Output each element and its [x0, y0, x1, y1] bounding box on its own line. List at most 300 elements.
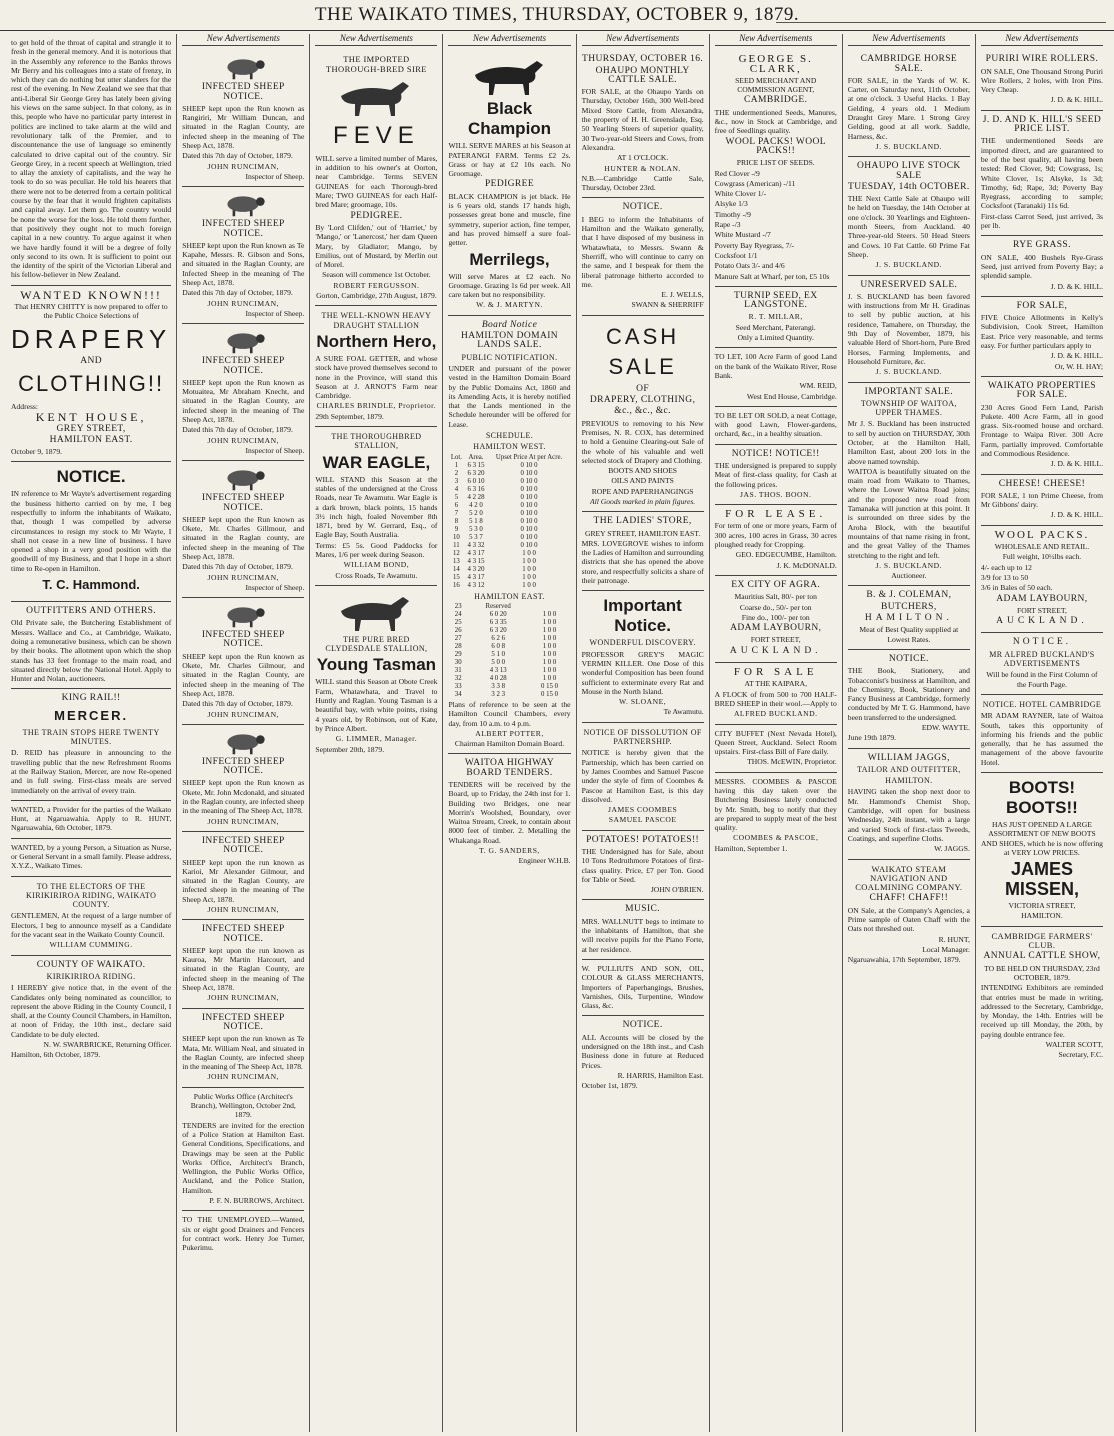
ad-text: NOTICE is hereby given that the Partnership, which has been carried on by James Coombes and Samuel Pascoe under the style of firm of Coombes & Pascoe at Hamilton East, is this day dissolved. — [581, 748, 704, 804]
ad-text: WILL STAND this Season at the stables of the undersigned at the Cross Roads, near Te Awamutu. War Eagle is a dark brown, black points, 15 hands 3½ inch high, foaled November 8th 1871, bred by W. Gerrard, Esq., of Eagle Bay, South Australia. — [315, 474, 438, 540]
table-cell: 4 2 0 — [469, 501, 483, 509]
ad-heading: INFECTED SHEEP NOTICE. — [201, 82, 285, 102]
masthead — [0, 0, 1114, 31]
ad-pulliuts — [582, 960, 704, 1016]
ad-signature: THOS. McEWIN, Proprietor. — [747, 757, 837, 767]
ad-city-buffet — [715, 725, 837, 773]
column-heading: New Advertisements — [448, 34, 570, 46]
ad-wanted-known — [11, 286, 171, 463]
ad-signature: W. SLOANE, — [619, 697, 667, 707]
ad-signature: J. D. & K. HILL. — [1050, 459, 1103, 469]
table-cell: 7 — [454, 509, 459, 517]
lands-table-west — [448, 454, 570, 590]
ad-signature: J. S. BUCKLAND. — [875, 367, 943, 377]
list-item: Potato Oats 3/- and 4/6 — [714, 261, 785, 271]
ad-text: ALL Accounts will be closed by the undersigned on the 18th inst., and Cash Business done in future at Reduced Prices. — [581, 1032, 704, 1070]
ad-title: CASH SALE — [606, 323, 680, 379]
ad-signature: R. HARRIS, Hamilton East. — [617, 1070, 704, 1080]
ad-signature: J. D. & K. HILL. — [1050, 510, 1103, 520]
sheep-illustration-icon — [216, 329, 270, 355]
ad-hill-seeds — [981, 111, 1103, 237]
horse-illustration-icon — [331, 591, 421, 633]
ad-heading: CHEESE! CHEESE! — [998, 478, 1086, 489]
ad-date: June 19th 1879. — [847, 733, 897, 743]
ad-electors — [11, 877, 171, 956]
ad-signature: T. C. Hammond. — [42, 577, 140, 593]
table-row — [448, 478, 570, 486]
ad-text: Plans of reference to be seen at the Hamilton Council Chambers, every day, from 10 a.m. to 4 p.m. — [448, 699, 571, 728]
ad-heading: DRAPERY, CLOTHING, — [589, 395, 696, 406]
ad-text: UNDER and pursuant of the power vested in the Hamilton Domain Board by the Public Domains Act, 1860 and its Amending Acts, it is hereby notified that the Lands mentioned in the Schedule hereunder will be offered for Lease. — [448, 363, 571, 429]
list-item: Rape -/3 — [714, 220, 741, 230]
ad-signature-title: Secretary, F.C. — [1058, 1050, 1103, 1060]
sheep-illustration-icon — [216, 55, 270, 81]
ad-heading: NOTICE. — [622, 202, 663, 213]
column-heading: New Advertisements — [582, 34, 704, 46]
ad-waitoa-highway — [448, 754, 570, 870]
list-item: Alsyke 1/3 — [714, 199, 748, 209]
ad-signature-2: Or, W. H. HAY; — [1054, 361, 1103, 371]
table-cell: 4 3 17 — [467, 573, 485, 581]
table-cell: 6 2 6 — [491, 634, 505, 642]
ad-text: I BEG to inform the Inhabitants of Hamilton and the Waikato generally, that I have disposed of my business in Whatawhata, to Messrs. Swann & Sherriff, who will continue to carry on the same, and I bespeak for them the liberal patronage hitherto accorded to me. — [581, 214, 704, 289]
ad-of: OF — [636, 383, 650, 394]
ad-board-notice: Board Notice — [481, 319, 538, 330]
list-item: Red Clover -/9 — [714, 168, 760, 178]
ad-potatoes — [582, 831, 704, 901]
ad-signature: WM. REID, — [799, 381, 837, 391]
table-row — [448, 627, 570, 635]
ad-notice-hammond — [11, 462, 171, 602]
ad-text: SHEEP kept upon the run known as Kauroa, Mr Martin Harcourt, and situated in the Raglan County, are infected sheep in the meaning of The Sheep Act, 1878. — [182, 945, 305, 993]
ad-etc: &c., &c., &c. — [614, 406, 671, 417]
ad-signature: JAMES COOMBES — [608, 805, 678, 815]
ad-text: THE undersigned is prepared to supply Meat of first-class quality, for Cash at the following prices. — [714, 460, 837, 489]
ad-young-tasman — [315, 586, 437, 759]
table-cell: 6 3 16 — [467, 485, 485, 493]
ad-date-heading: THURSDAY, OCTOBER 16. — [582, 54, 704, 65]
ad-title: WAR EAGLE, — [322, 452, 431, 472]
ad-signature: J. D. & K. HILL. — [1050, 351, 1103, 361]
ad-text: TO BE LET OR SOLD, a neat Cottage, with good Lawn, Flower-gardens, orchard, &c., in a healthy situation. — [714, 410, 837, 439]
list-item: White Mustard -/7 — [714, 230, 771, 240]
ad-heading: WILLIAM JAGGS, — [867, 752, 950, 763]
ad-text: BLACK CHAMPION is jet black. He is 6 years old, stands 17 hands high, possesses great bone and muscle, fine symmetry, superior action, fine temper, and has proved himself a sure foal-getter. — [448, 191, 571, 248]
ad-subheading: WHOLESALE AND RETAIL. — [994, 542, 1090, 552]
ad-text: INTENDING Exhibitors are reminded that entries must be made in writing, addressed to the Secretary, Cambridge, by Monday, the 14th. Entries will be received up till Monday, the 20th, by paying double entrance fee. — [980, 983, 1103, 1039]
table-cell: 5 1 8 — [469, 517, 483, 525]
ad-kaipara-sheep — [715, 663, 837, 724]
table-cell: 3 2 3 — [491, 690, 505, 698]
ad-text: SHEEP kept upon the run known as Karioi, Mr Alexander Gilmour, and situated in the Raglan County, are infected sheep in the meaning of The Sheep Act, 1878. — [182, 857, 305, 904]
ad-heading: WANTED KNOWN!!! — [20, 287, 162, 302]
ad-heading: TO THE ELECTORS OF THE KIRIKIRIROA RIDING, WAIKATO COUNTY. — [25, 881, 157, 910]
table-cell: 4 3 17 — [467, 549, 485, 557]
table-cell: 0 10 0 — [520, 485, 538, 493]
ad-heading: NOTICE. — [622, 1020, 663, 1031]
table-row — [448, 534, 570, 542]
ad-text: WANTED, a Provider for the parties of the Waikato Hunt, at Ngaruawahia. Apply to R. HUNT, Ngaruawahia, 6th October, 1879. — [11, 804, 172, 833]
ad-date: Gorton, Cambridge, 27th August, 1879. — [316, 291, 437, 301]
ad-grey-street: GREY STREET, — [56, 423, 126, 434]
ad-signature-title: Seed Merchant, Paterangi. — [735, 322, 816, 332]
ad-signature: JOHN RUNCIMAN, — [207, 161, 280, 171]
ad-date: Hamilton, 6th October, 1879. — [11, 1050, 101, 1060]
ad-signature: HUNTER & NOLAN. — [604, 163, 681, 173]
ad-heading: FOR LEASE. — [725, 508, 827, 521]
table-cell: 5 0 0 — [491, 658, 505, 666]
ad-text: TO LET, 100 Acre Farm of good Land on the bank of the Waikato River, Rose Bank. — [714, 352, 837, 380]
ad-date: Dated this 7th day of October, 1879. — [182, 562, 293, 572]
ad-hotel-cambridge — [981, 695, 1103, 773]
ad-signature: WALTER SCOTT, — [1045, 1040, 1103, 1050]
ad-missen: JAMES MISSEN, — [1004, 859, 1079, 900]
sheep-illustration-icon — [216, 603, 270, 629]
table-row — [448, 619, 570, 627]
ad-subheading: Public Works Office (Architect's Branch), Wellington, October 2nd, 1879. — [190, 1091, 296, 1120]
column-heading: New Advertisements — [315, 34, 437, 46]
ad-subheading: PUBLIC NOTIFICATION. — [461, 352, 558, 362]
table-cell: 6 3 20 — [467, 469, 485, 477]
column-heading: New Advertisements — [715, 34, 837, 46]
ad-signature: JOHN RUNCIMAN, — [207, 435, 280, 445]
ad-heading: THE IMPORTED THOROUGH-BRED SIRE — [325, 54, 427, 74]
ad-text: PREVIOUS to removing to his New Premises, N. R. COX, has determined to hold a Genuine Clearing-out Sale of the whole of his valuable and well selected stock of Drapery and Clothing. — [581, 418, 704, 465]
ad-text: WILL serve a limited number of Mares, in addition to his owner's at Oorton, near Cambridge. Terms SEVEN GUINEAS for each Thorough-bred Mare; TWO GUINEAS for each Half-bred Mare; groomage, 10s. — [315, 153, 438, 210]
ad-heading: OUTFITTERS AND OTHERS. — [26, 606, 157, 617]
ad-steam-navigation — [848, 860, 970, 970]
ad-black-champion — [448, 50, 570, 315]
column-1 — [6, 34, 176, 1432]
ad-signature: ADAM LAYBOURN, — [730, 623, 822, 634]
table-cell: 1 — [454, 461, 459, 469]
ad-sheep-notice-2 — [182, 187, 304, 324]
table-cell: 24 — [454, 610, 462, 618]
ad-heading: PURIRI WIRE ROLLERS. — [985, 54, 1099, 65]
ad-heading: COUNTY OF WAIKATO. — [36, 959, 146, 970]
ad-signature-title: Engineer W.H.B. — [518, 856, 571, 866]
table-row — [448, 667, 570, 675]
ad-signature: G. LIMMER, Manager. — [335, 734, 418, 744]
ad-heading: EX CITY OF AGRA. — [731, 579, 821, 590]
ad-text: WILL stand this Season at Obote Creek Farm, Whatawhata, and Travel to Huntly and Raglan. Young Tasman is a beautiful bay, with white points, rising 4 years old, by Robinson, out of Kate, by Prince Albert. — [315, 677, 438, 733]
ad-text: Terms: £5 5s. Good Paddocks for Mares, 1/6 per week during Season. — [315, 540, 438, 559]
ad-signature: WILLIAM CUMMING. — [49, 940, 133, 950]
ad-date: Dated this 7th day of October, 1879. — [182, 699, 293, 709]
table-cell: 0 10 0 — [520, 525, 538, 533]
ad-text: A SURE FOAL GETTER, and whose stock have proved themselves second to none in the Province, will stand this Season at J. ARNOT'S Farm near Cambridge. — [315, 353, 438, 401]
ad-date: September 20th, 1879. — [315, 744, 385, 754]
table-cell: 6 0 8 — [491, 642, 505, 650]
ad-title: Black Champion — [467, 99, 552, 139]
ad-text: ON SALE, One Thousand Strong Puriri Wire Rollers, 2 holes, with Iron Pins. Very Cheap. — [980, 66, 1103, 95]
ad-text: THE undermentioned Seeds, Manures, &c., now in Stock at Cambridge, and free of Seedlings quality. — [714, 107, 837, 136]
table-header: Lot. — [450, 453, 462, 461]
ad-signature-title: Inspector of Sheep. — [245, 582, 305, 592]
ad-place: HAMILTON. — [885, 776, 933, 786]
table-cell: 5 3 0 — [469, 525, 483, 533]
sheep-illustration-icon — [216, 466, 270, 492]
ad-signature-title: Chairman Hamilton Domain Board. — [454, 739, 565, 749]
ad-signature: R. T. MILLAR, — [748, 312, 803, 322]
table-cell: 5 1 0 — [491, 650, 505, 658]
ad-heading: NOTICE OF DISSOLUTION OF PARTNERSHIP. — [583, 727, 702, 747]
ad-signature: E. J. WELLS, — [661, 290, 704, 300]
ad-heading: CAMBRIDGE FARMERS' CLUB. — [991, 930, 1093, 951]
ad-signature-2: SWANN & SHERRIFF — [631, 300, 704, 310]
ad-cash-sale — [582, 316, 704, 513]
table-cell: 0 10 0 — [520, 533, 538, 541]
ad-city-of-agra — [715, 576, 837, 663]
ad-wayte-notice — [848, 650, 970, 749]
ad-wanted-provider — [11, 801, 171, 839]
table-cell: 4 — [454, 485, 459, 493]
horse-illustration-icon — [331, 76, 421, 118]
ad-heading: OHAUPO LIVE STOCK SALE — [856, 161, 961, 181]
ad-waitoa-township — [848, 383, 970, 587]
ad-title: GEORGE S. CLARK, — [738, 53, 813, 75]
ad-signature: N. W. SWARBRICKE, Returning Officer. — [43, 1040, 172, 1050]
table-row — [448, 494, 570, 502]
ad-wool-packs — [981, 526, 1103, 634]
ad-signature: JOHN RUNCIMAN, — [207, 298, 280, 308]
ad-schedule: SCHEDULE. — [485, 431, 534, 441]
table-cell: 30 — [454, 658, 462, 666]
ad-note: Full weight, 10½lbs each. — [1002, 552, 1082, 562]
ad-hamilton-west: HAMILTON WEST. — [473, 442, 546, 452]
ad-text: GENTLEMEN, At the request of a large number of Electors, I beg to announce myself as a Candidate for the vacant seat in the Waikato County Council. — [11, 911, 172, 940]
table-cell: 0 10 0 — [520, 501, 538, 509]
ad-text: HAS JUST OPENED A LARGE ASSORTMENT OF NEW BOOTS AND SHOES, which he is now offering at VERY LOW PRICES. — [980, 820, 1103, 857]
table-cell: 6 0 20 — [489, 610, 507, 618]
ad-text: IN reference to Mr Wayte's advertisement regarding the business hitherto carried on by me, I beg respectfully to inform the inhabitants of Waikato, that, though I was compelled by adverse circumstances to resign my stock to Mr Wayte, I shall not cease in a new line of business. I have opened a shop in a very good position with the goodwill of my Business, and that I hope in a short time to Re-open in Hamilton. — [11, 489, 172, 573]
table-row — [448, 675, 570, 683]
ad-date: Hamilton, September 1. — [714, 843, 788, 853]
ad-heading: FOR SALE — [733, 666, 818, 679]
ad-sheep-notice-5 — [182, 598, 304, 725]
ad-text: SHEEP kept upon the Run known as Okete, Mr. John Mcdonald, and situated in the Raglan county, are infected sheep in the meaning of The Sheep Act, 1878. — [182, 778, 305, 816]
ad-coleman-butchers — [848, 586, 970, 649]
table-row — [448, 502, 570, 510]
ad-text: FOR SALE, at the Ohaupo Yards on Thursday, October 16th, 300 Well-bred Mixed Store Cattle, from Alexandra, the property of H. H. Greenslade, Esq. 50 Yearling Steers of superior quality, 30 Two-year-old Steers and Cows, from Alexandra. — [581, 87, 704, 152]
ad-place: VICTORIA STREET, — [1008, 901, 1076, 911]
ad-sheep-notice-3 — [182, 324, 304, 461]
table-cell: 26 — [454, 626, 462, 634]
ad-title: Important Notice. — [603, 596, 682, 636]
ad-sheep-notice-6 — [182, 725, 304, 832]
ad-city: AUCKLAND. — [729, 645, 822, 656]
table-cell: 0 10 0 — [520, 541, 538, 549]
table-cell: 23 — [454, 602, 462, 610]
table-cell: 0 10 0 — [520, 477, 538, 485]
ad-butchery — [11, 602, 171, 689]
ad-war-eagle — [315, 427, 437, 586]
ad-text: SHEEP kept upon the Run known as Te Kapahe, Messrs. R. Gibson and Sons, and situated in the Raglan County, are Infected Sheep in the meaning of The Sheep Act, 1878. — [182, 240, 305, 288]
table-cell: 33 — [454, 682, 462, 690]
ad-heading: NOTICE. — [888, 653, 929, 664]
ad-signature: ADAM LAYBOURN, — [996, 593, 1088, 604]
ad-text: Will be found in the First Column of the Fourth Page. — [986, 670, 1098, 689]
column-4 — [442, 34, 575, 1432]
ad-heading: INFECTED SHEEP NOTICE. — [201, 356, 285, 376]
table-cell: 28 — [454, 642, 462, 650]
ad-text: ON SALE, 400 Bushels Rye-Grass Seed, just arrived from Poverty Bay; a splendid sample. — [980, 252, 1103, 281]
ad-signature: COOMBES & PASCOE, — [733, 833, 819, 843]
ad-heading: B. & J. COLEMAN, — [866, 590, 952, 601]
ad-subheading: PEDIGREE. — [350, 210, 403, 221]
table-cell: 1 0 0 — [542, 618, 557, 626]
ad-mercer-title: MERCER. — [54, 707, 129, 723]
ad-signature: JAS. THOS. BOON. — [740, 489, 812, 499]
table-cell: 1 0 0 — [522, 549, 536, 557]
table-cell: 32 — [454, 674, 462, 682]
sheep-illustration-icon — [216, 730, 270, 756]
table-cell: 0 10 0 — [520, 461, 538, 469]
table-row — [448, 651, 570, 659]
ad-text: Meat of Best Quality supplied at Lowest Rates. — [859, 625, 959, 644]
ad-horse-sale — [848, 50, 970, 157]
table-cell: 0 15 0 — [541, 690, 558, 698]
table-cell: 14 — [453, 565, 460, 573]
table-cell: 0 10 0 — [520, 517, 538, 525]
column-heading: New Advertisements — [848, 34, 970, 46]
ad-farmers-club — [981, 927, 1103, 1065]
seed-list — [715, 169, 837, 281]
ad-text: PROFESSOR GREY'S MAGIC VERMIN KILLER. One Dose of this wonderful Composition has been found sufficient to exterminate every Rat and Mouse in the North Island. — [581, 649, 704, 696]
list-item: 3/6 in Bales of 50 each. — [980, 583, 1053, 593]
column-5 — [576, 34, 709, 1432]
ad-boon-notice — [715, 445, 837, 505]
table-cell: 6 3 15 — [467, 461, 485, 469]
ad-signature: JOHN RUNCIMAN, — [207, 816, 280, 826]
ad-text: For term of one or more years, Farm of 300 acres, 100 acres in Grass, 30 acres ploughed ready for Cropping. — [714, 521, 837, 550]
ad-text: W. PULLIUTS AND SON, OIL, COLOUR & GLASS MERCHANTS, Importers of Paperhangings, Brushes, Varnishes, Oils, Turpentine, Window Glass, &c. — [581, 963, 704, 1011]
ad-heading: INFECTED SHEEP NOTICE. — [201, 924, 285, 944]
ad-heading: THE WELL-KNOWN HEAVY DRAUGHT STALLION — [321, 311, 432, 330]
ad-text: I HEREBY give notice that, in the event of the Candidates only being nominated as councillor, to represent the above Riding in the County Council, I shall, at the County Council Chambers, in Hamilton, at noon of Friday, the 10th inst., declare said Candidate to be duly elected. — [11, 983, 172, 1039]
ad-signature: J. D. & K. HILL. — [1050, 95, 1103, 105]
table-row — [448, 566, 570, 574]
ad-signature: JOHN RUNCIMAN, — [207, 709, 280, 719]
ad-text: MR ADAM RAYNER, late of Waitoa South, takes this opportunity of informing his friends and the public generally, that he has assumed the management of the above favourite Hotel. — [980, 711, 1103, 767]
table-cell: Reserved — [485, 602, 511, 610]
ad-northern-hero — [315, 306, 437, 427]
table-cell: 5 — [454, 493, 459, 501]
ad-price-heading: PRICE LIST OF SEEDS. — [736, 158, 815, 168]
table-row — [448, 518, 570, 526]
ad-text: THE Next Cattle Sale at Ohaupo will be held on Tuesday, the 14th October at one o'clock. 30 Yearlings and Eighteen-month Steers, from Auckland. 40 Three-year-old Steers. 50 Head Steers and Cows. 10 Fat Cattle. 60 Prime Fat Sheep. — [847, 194, 970, 259]
ad-signature: JOHN RUNCIMAN, — [207, 572, 280, 582]
ad-buckland-notice — [981, 633, 1103, 694]
table-row — [448, 542, 570, 550]
table-row — [448, 558, 570, 566]
ad-train-stops: THE TRAIN STOPS HERE TWENTY MINUTES. — [22, 727, 160, 747]
column-7 — [842, 34, 975, 1432]
ad-signature: EDW. WAYTE. — [921, 723, 970, 732]
ad-signature: GEO. EDGECUMBE, Hamilton. — [735, 550, 837, 560]
ad-heading: UNRESERVED SALE. — [860, 279, 958, 290]
ad-text: TENDERS are invited for the erection of a Police Station at Hamilton East. General Conditions, Specifications, and Drawings may be seen at the Public Works Office, Architect's Branch, Wellington, the Public Works Office, Auckland, and the Police Station, Hamilton. — [182, 1120, 305, 1195]
table-row — [448, 462, 570, 470]
ad-sheep-notice-4 — [182, 461, 304, 598]
table-cell: 6 — [454, 501, 459, 509]
ad-puriri-rollers — [981, 50, 1103, 110]
ad-signature: J. D. & K. HILL. — [1050, 281, 1103, 291]
table-cell: 1 0 0 — [542, 650, 557, 658]
table-row — [448, 526, 570, 534]
table-cell: 1 0 0 — [522, 557, 536, 565]
ad-notice-wells — [582, 198, 704, 315]
list-item: Coarse do., 50/- per ton — [739, 602, 812, 612]
table-cell: 12 — [453, 549, 460, 557]
ad-signature: P. F. N. BURROWS, Architect. — [209, 1196, 305, 1206]
table-row — [448, 659, 570, 667]
ad-date: October 9, 1879. — [11, 447, 63, 457]
ad-subheading: BUTCHERS, — [881, 601, 937, 612]
ad-allotments — [981, 297, 1103, 377]
ad-heading: IMPORTANT SALE. — [864, 386, 954, 397]
ad-feve-title: FEVE — [333, 121, 420, 149]
ad-text: FIVE Choice Allotments in Kelly's Subdivision, Cook Street, Hamilton East. Price very reasonable, and terms easy. For further particulars apply to — [980, 313, 1103, 351]
ad-signature: ALFRED BUCKLAND. — [733, 709, 818, 719]
ad-subheading: GREY STREET, HAMILTON EAST. — [584, 528, 701, 538]
ad-harris-notice — [582, 1016, 704, 1095]
column-heading: New Advertisements — [182, 34, 304, 46]
table-cell: 6 0 10 — [467, 477, 485, 485]
ad-text: 230 Acres Good Fern Land, Parish Pukete. 400 Acre Farm, all in good grass. Six-roomed house and orchard. Frontage to Waipa River. 300 Acre Farm, partially improved. Comfortable and Commodious Residence. — [980, 402, 1103, 458]
ad-place: Te Awamutu. — [663, 707, 704, 717]
table-cell: 1 0 0 — [542, 626, 557, 634]
ad-title: Northern Hero, — [316, 331, 437, 351]
column-2 — [176, 34, 309, 1432]
table-row — [448, 643, 570, 651]
ad-date: TO BE HELD ON THURSDAY, 23rd OCTOBER, 1879. — [984, 963, 1100, 982]
ad-sheep-notice-7 — [182, 832, 304, 920]
table-cell: 5 2 0 — [469, 509, 483, 517]
ad-waikato-properties — [981, 377, 1103, 475]
ad-date: Dated this 7th day of October, 1879. — [182, 151, 293, 161]
ad-place: CAMBRIDGE. — [744, 95, 808, 106]
ad-text: HAVING taken the shop next door to Mr. Hammond's Chemist Shop, Cambridge, will open for business Wednesday, 24th instant, with a large and varied Stock of first-class Tweeds, Coatings, and superfine Cloths. — [847, 787, 970, 843]
ad-date: Dated this 7th day of October, 1879. — [182, 425, 293, 435]
table-cell: 2 — [454, 469, 459, 477]
ad-signature: W. JAGGS. — [934, 844, 970, 854]
ad-heading: OHAUPO MONTHLY CATTLE SALE. — [595, 65, 690, 85]
table-row — [448, 683, 570, 691]
ad-text: MRS. WALLNUTT begs to intimate to the inhabitants of Hamilton, that she will receive pupils for the Piano Forte, at her residence. — [581, 916, 704, 954]
ad-text: WILL SERVE MARES at his Season at PATERANGI FARM. Terms £2 2s. Grass or hay at £2 10s each. No Groomage. — [448, 141, 571, 179]
ad-text-2: WAITOA is beautifully situated on the main road from Waikato to Thames, where the Lower Waitoa Road joins; and the proposed new road from Tamanaka will junction at this point. It is surrounded on three sides by the Aroha Block, with the beautiful mountains of that name rising in front, and the great Valley of the Thames stretching to the right and left. — [847, 466, 970, 560]
ad-clark-seeds — [715, 50, 837, 287]
ad-text: THE Book, Stationery, and Tobacconist's business at Hamilton, and the Chemistry, Book, Stationery and Fancy Business at Cambridge, formerly conducted by Mr T. G. Hammond, have been transferred to the undersigned. — [847, 666, 970, 722]
ad-signature: T. G. SANDERS, — [479, 846, 540, 856]
ad-heading: INFECTED SHEEP NOTICE. — [201, 835, 285, 856]
article-text: to get hold of the throat of capital and strangle it to fresh in the general memory. And it is notorious that in the Assembly any reference to the Banks throws Mr Berry and his colleagues into a state of frenzy, in which they can do nothing but utter slanders for the rest of the evening. In New Zealand we see that that anti-Liberal Sir George Grey has lately been giving his views on the same subject. In that colony, as in this, people who have no particular party interest in politics are inclined to take alarm at the wild and revolutionary talk of the Premier, and to discountenance the use of language so eminently calculated to drive capital out of the country. Sir George Grey, in a recent speech at Wellington, tried to allay the anxiety of capitalists, and the way he took to do so was peculiar. He told his hearers that there were not to be deterred from a certain political course by the fear that it would frighten capitalists and capital away. Let them go. The country would be none the worse for the loss. He told them further, that positively they ought not to much foreign capital in a new country. To argue against it when we have hardly found it will be a degree of folly only second to its own. It is sufficient to point out the identity of the spirit of the Victorian Liberal and his fellow-believer in New Zealand. — [11, 38, 172, 280]
ad-text: WANTED, by a young Person, a Situation as Nurse, or General Servant in a small family. Please address, X.Y.Z., Waikato Times. — [11, 842, 172, 871]
ad-heading: CAMBRIDGE HORSE SALE. — [860, 54, 958, 74]
ad-place: HAMILTON. — [864, 613, 953, 624]
ad-signature: W. & J. MARTYN. — [476, 300, 543, 310]
table-header: Upset Price At per Acre. — [495, 453, 563, 461]
ad-text: Old Private sale, the Butchering Establishment of Messrs. Wallace and Co., at Cambridge, Waikato, doing a remunerative business, which can be shown by their books. The allotment upon which the shop stands has 33 feet frontage to the main road, and situated directly below the National Hotel. Apply to Hunter and Nolan, auctioneers. — [11, 618, 172, 684]
table-row — [448, 470, 570, 478]
ad-unreserved-sale — [848, 276, 970, 383]
horse-illustration-icon — [465, 55, 555, 97]
ad-subheading: PEDIGREE — [484, 179, 535, 190]
list-item: Cocksfoot 1/1 — [714, 250, 758, 260]
ad-subheading: CHAFF! CHAFF!! — [869, 893, 949, 904]
table-cell: 29 — [454, 650, 462, 658]
